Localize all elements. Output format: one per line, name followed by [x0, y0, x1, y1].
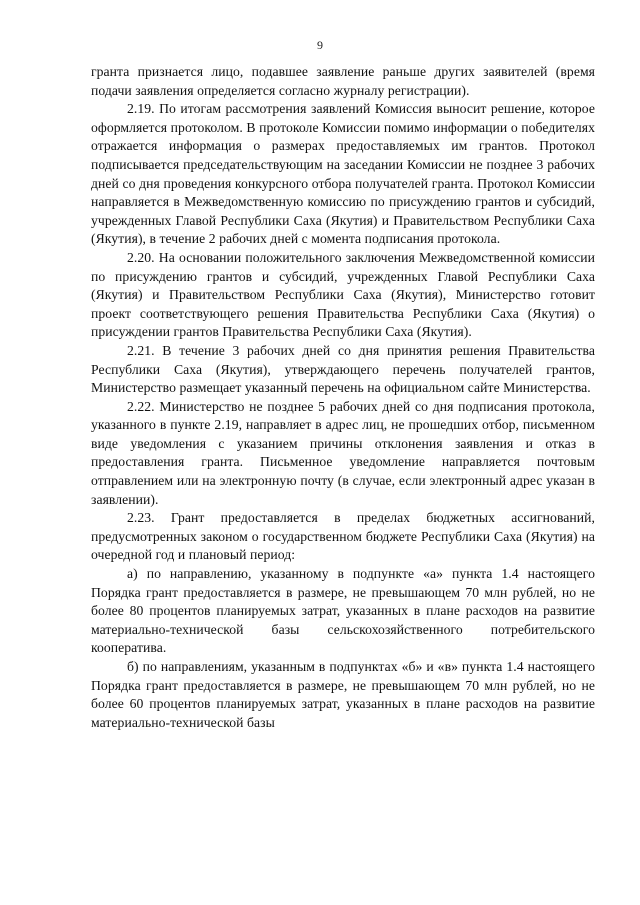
paragraph-continuation: гранта признается лицо, подавшее заявление раньше других заявителей (время подачи заявления определяется согласно журналу регистрации).: [91, 64, 595, 98]
paragraph-2-20: 2.20. На основании положительного заключения Межведомственной комиссии по присуждению грантов и субсидий, учрежденных Главой Республики Саха (Якутия) и Правительством Республики Саха (Якутия), Министерство готовит проект соответствующего решения Правительства Республики Саха (Якутия) о присуждении грантов Правительства Республики Саха (Якутия).: [91, 249, 595, 340]
paragraph-2-19: 2.19. По итогам рассмотрения заявлений Комиссия выносит решение, которое оформляется протоколом. В протоколе Комиссии помимо информации о победителях отражается информация о размерах предоставляемых им грантов. Протокол подписывается председательствующим на заседании Комиссии не позднее 3 рабочих дней со дня проведения конкурсного отбора получателей гранта. Протокол Комиссии направляется в Межведомственную комиссию по присуждению грантов и субсидий, учрежденных Главой Республики Саха (Якутия) и Правительством Республики Саха (Якутия), в течение 2 рабочих дней с момента подписания протокола.: [91, 101, 595, 247]
paragraph-2-23: 2.23. Грант предоставляется в пределах бюджетных ассигнований, предусмотренных законом о государственном бюджете Республики Саха (Якутия) на очередной год и плановый период:: [91, 510, 595, 563]
document-body: [91, 63, 595, 732]
paragraph-2-22: 2.22. Министерство не позднее 5 рабочих дней со дня подписания протокола, указанного в пункте 2.19, направляет в адрес лиц, не прошедших отбор, письменном виде уведомления с указанием причины отклонения заявления и отказ в предоставления гранта. Письменное уведомление направляется почтовым отправлением или на электронную почту (в случае, если электронный адрес указан в заявлении).: [91, 398, 595, 507]
paragraph-2-23-a: а) по направлению, указанному в подпункте «а» пункта 1.4 настоящего Порядка грант предоставляется в размере, не превышающем 70 млн рублей, но не более 80 процентов планируемых затрат, указанных в плане расходов на развитие материально-технической базы сельскохозяйственного потребительского кооператива.: [91, 566, 595, 656]
paragraph-2-23-b: б) по направлениям, указанным в подпунктах «б» и «в» пункта 1.4 настоящего Порядка грант предоставляется в размере, не превышающем 70 млн рублей, но не более 60 процентов планируемых затрат, указанных в плане расходов на развитие материально-технической базы: [91, 659, 595, 730]
page-number: 9: [317, 38, 323, 52]
paragraph-2-21: 2.21. В течение 3 рабочих дней со дня принятия решения Правительства Республики Саха (Якутия), утверждающего перечень получателей грантов, Министерство размещает указанный перечень на официальном сайте Министерства.: [91, 342, 595, 396]
